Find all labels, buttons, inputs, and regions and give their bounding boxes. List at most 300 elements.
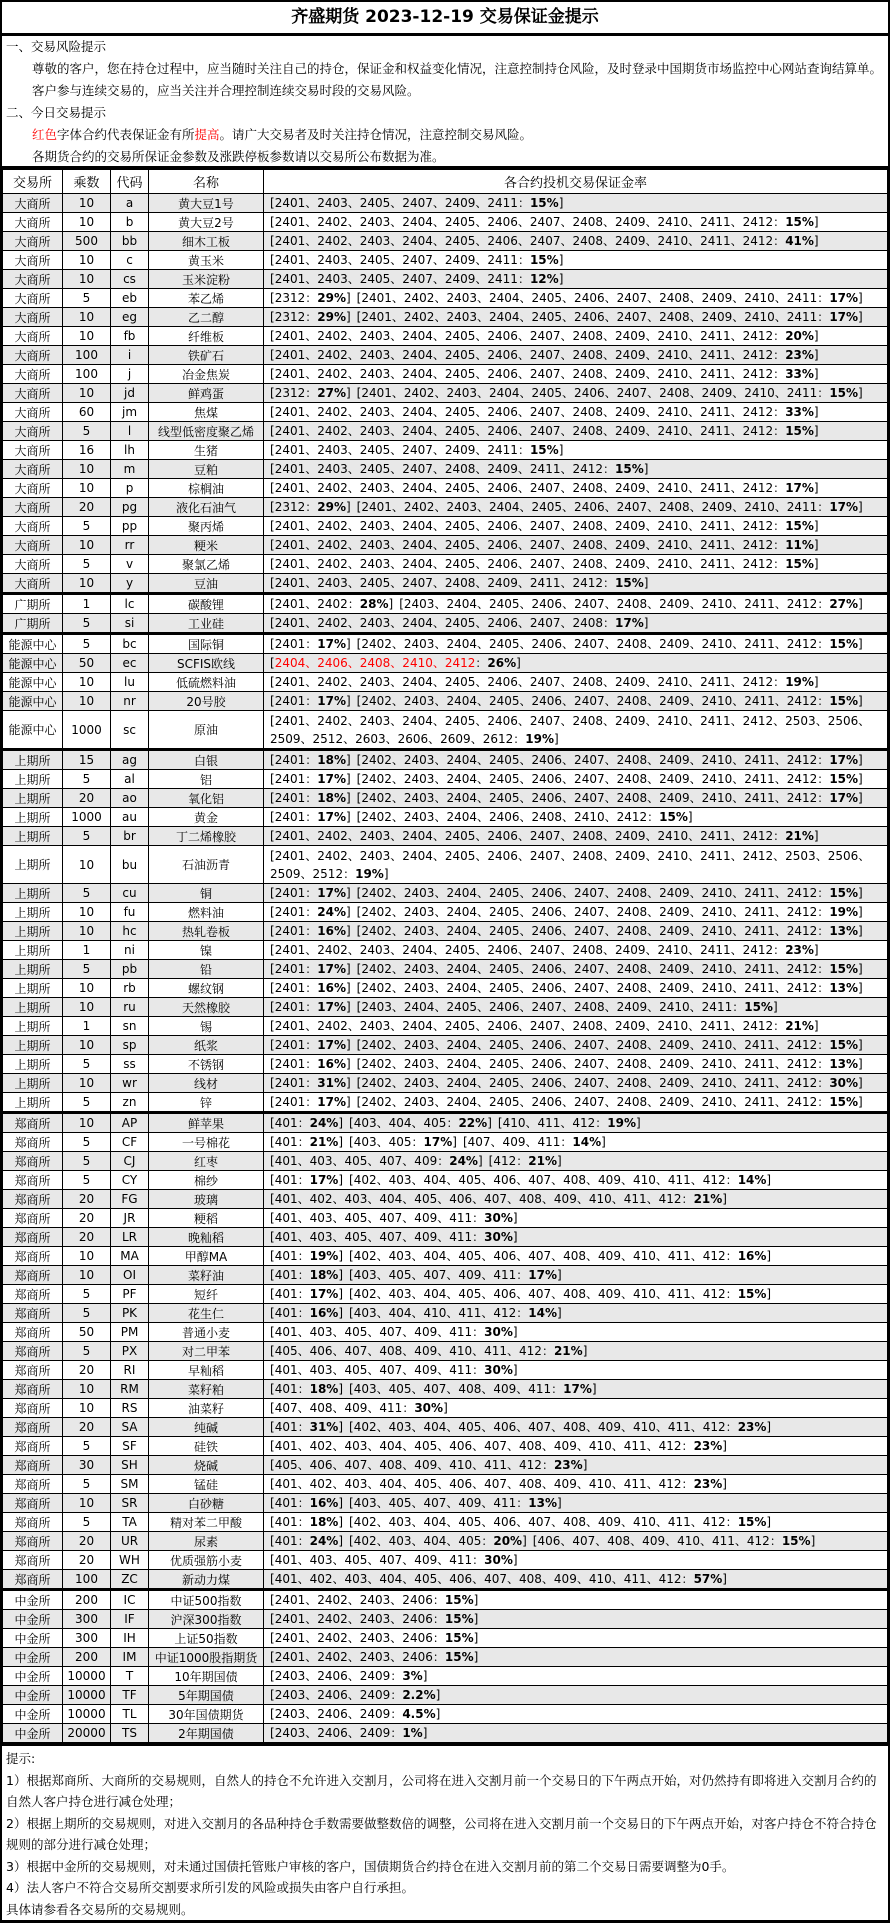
contract-months: 2401、2402、2403、2406 <box>274 1631 433 1645</box>
table-row <box>3 1667 888 1686</box>
contract-months: 2401 <box>274 981 306 995</box>
margin-rate: 13% <box>829 1057 859 1071</box>
cell-margin-rate <box>264 614 888 634</box>
margin-segment: [401、403、405、407、409、411：30%] <box>270 1211 518 1225</box>
cell-margin-rate <box>264 1648 888 1667</box>
cell-exchange: 郑商所 <box>3 1266 63 1285</box>
contract-months: 2403、2404、2405、2406、2407、2408、2409、2410、2411、2412 <box>403 597 818 611</box>
cell-code: sp <box>111 1036 149 1055</box>
contract-months: 2402、2403、2404、2405、2406、2407、2408、2409、2410、2411、2412 <box>361 1038 818 1052</box>
table-row <box>3 1437 888 1456</box>
cell-exchange: 上期所 <box>3 941 63 960</box>
table-row <box>3 270 888 289</box>
table-row <box>3 998 888 1017</box>
cell-exchange: 上期所 <box>3 1017 63 1036</box>
table-row <box>3 846 888 884</box>
margin-rate: 15% <box>829 1038 859 1052</box>
cell-margin-rate <box>264 1113 888 1133</box>
margin-segment: [2402、2403、2404、2405、2406、2407、2408、2409、2410、2411、2412：15%] <box>356 694 863 708</box>
cell-margin-rate <box>264 251 888 270</box>
margin-segment: [2401：17%] <box>270 1038 351 1052</box>
cell-margin-rate <box>264 1266 888 1285</box>
margin-segment: [401：24%] <box>270 1116 344 1130</box>
cell-multiplier: 10 <box>63 479 111 498</box>
cell-margin-rate <box>264 1399 888 1418</box>
cell-code: cs <box>111 270 149 289</box>
contract-months: 2401、2402、2403、2404、2405、2406、2407、2408、2409、2410、2411、2412 <box>274 234 774 248</box>
table-row <box>3 614 888 634</box>
cell-name: 鲜鸡蛋 <box>149 384 264 403</box>
margin-rate: 15% <box>444 1612 474 1626</box>
cell-exchange: 大商所 <box>3 441 63 460</box>
risk-paragraph: 尊敬的客户，您在持仓过程中，应当随时关注自己的持仓，保证金和权益变化情况，注意控制持仓风险，及时登录中国期货市场监控中心网站查询结算单。客户参与连续交易的，应当关注并合理控制连续交易时段的交易风险。 <box>32 61 883 98</box>
table-row <box>3 1055 888 1074</box>
contract-months: 2312 <box>274 291 306 305</box>
cell-multiplier: 50 <box>63 1323 111 1342</box>
margin-rate: 17% <box>309 1173 339 1187</box>
table-row <box>3 1551 888 1570</box>
cell-name: 中证1000股指期货 <box>149 1648 264 1667</box>
cell-margin-rate <box>264 1437 888 1456</box>
cell-multiplier: 10 <box>63 536 111 555</box>
table-row <box>3 384 888 403</box>
table-row <box>3 232 888 251</box>
contract-months: 2401 <box>274 1038 306 1052</box>
margin-segment: [2403、2406、2409：1%] <box>270 1726 428 1740</box>
margin-segment: [2402、2403、2404、2405、2406、2407、2408、2409、2410、2411、2412：17%] <box>356 753 863 767</box>
contract-months: 2402、2403、2404、2405、2406、2407、2408、2409、2410、2411、2412 <box>361 772 818 786</box>
margin-rate: 13% <box>829 981 859 995</box>
cell-exchange: 大商所 <box>3 403 63 422</box>
cell-margin-rate <box>264 1513 888 1532</box>
margin-segment: [2401、2402、2403、2404、2405、2406、2407、2408、2409、2410、2411、2412：20%] <box>270 329 819 343</box>
margin-segment: [2401、2402、2403、2406：15%] <box>270 1631 479 1645</box>
cell-margin-rate <box>264 979 888 998</box>
cell-multiplier: 5 <box>63 1055 111 1074</box>
contract-months: 401、402、403、404、405、406、407、408、409、410、411、412 <box>274 1439 682 1453</box>
cell-code: IF <box>111 1610 149 1629</box>
raised-word: 提高 <box>194 127 220 142</box>
cell-name: 上证50指数 <box>149 1629 264 1648</box>
cell-multiplier: 5 <box>63 1304 111 1323</box>
cell-code: ao <box>111 789 149 808</box>
margin-rate: 24% <box>309 1534 339 1548</box>
cell-multiplier: 20 <box>63 1532 111 1551</box>
cell-margin-rate <box>264 1570 888 1590</box>
cell-name: 沪深300指数 <box>149 1610 264 1629</box>
footer-heading: 提示: <box>6 1751 36 1766</box>
contract-months: 410、411、412 <box>502 1116 596 1130</box>
cell-exchange: 上期所 <box>3 808 63 827</box>
contract-months: 2401、2403、2405、2407、2409、2411 <box>274 253 518 267</box>
table-row <box>3 251 888 270</box>
contract-months: 2402、2403、2404、2405、2406、2407、2408、2409、2410、2411、2412 <box>361 962 818 976</box>
margin-rate: 21% <box>693 1192 723 1206</box>
contract-months: 2401、2403、2405、2407、2409、2411 <box>274 272 518 286</box>
cell-multiplier: 1000 <box>63 808 111 827</box>
cell-name: 30年国债期货 <box>149 1705 264 1724</box>
cell-code: bu <box>111 846 149 884</box>
cell-exchange: 大商所 <box>3 232 63 251</box>
contract-months: 2401、2402、2403、2404、2405、2406、2407、2408、2409、2410、2411 <box>361 386 818 400</box>
table-row <box>3 1209 888 1228</box>
margin-segment: [401、403、405、407、409、411：30%] <box>270 1363 518 1377</box>
margin-rate: 29% <box>317 310 346 324</box>
cell-name: 尿素 <box>149 1532 264 1551</box>
cell-margin-rate <box>264 846 888 884</box>
cell-code: cu <box>111 884 149 903</box>
margin-segment: [2401、2402、2403、2404、2405、2406、2407、2408、2409、2410、2411、2412：41%] <box>270 234 819 248</box>
cell-multiplier: 10 <box>63 692 111 711</box>
margin-segment: [2401、2402、2403、2404、2405、2406、2407、2408、2409、2410、2411、2412：21%] <box>270 829 819 843</box>
cell-margin-rate <box>264 1590 888 1610</box>
table-row <box>3 1228 888 1247</box>
margin-rate: 15% <box>529 253 559 267</box>
contract-months: 2401、2402、2403、2404、2405、2406、2407、2408、2409、2410、2411、2412 <box>274 829 774 843</box>
margin-rate: 17% <box>563 1382 592 1396</box>
contract-months: 401 <box>274 1306 298 1320</box>
cell-margin-rate <box>264 998 888 1017</box>
margin-rate: 17% <box>785 481 814 495</box>
cell-margin-rate <box>264 1171 888 1190</box>
cell-code: j <box>111 365 149 384</box>
cell-name: 20号胶 <box>149 692 264 711</box>
margin-rate: 21% <box>785 829 814 843</box>
margin-segment: [403、405、407、409、411：17%] <box>349 1268 562 1282</box>
margin-segment: [407、409、411：14%] <box>462 1135 606 1149</box>
table-row <box>3 1266 888 1285</box>
margin-rate: 23% <box>737 1420 767 1434</box>
table-row <box>3 1093 888 1113</box>
margin-rate: 30% <box>829 1076 859 1090</box>
cell-code: SR <box>111 1494 149 1513</box>
cell-exchange: 大商所 <box>3 555 63 574</box>
contract-months: 2401、2402、2403、2404、2405、2406、2407、2408、2409、2410、2411、2412 <box>274 424 774 438</box>
margin-rate: 17% <box>829 753 859 767</box>
margin-rate: 23% <box>693 1439 723 1453</box>
cell-code: y <box>111 574 149 594</box>
cell-exchange: 郑商所 <box>3 1228 63 1247</box>
cell-name: 烧碱 <box>149 1456 264 1475</box>
margin-segment: [2401、2402、2403、2404、2405、2406、2407、2408、2409、2410、2411、2412：21%] <box>270 1019 819 1033</box>
contract-months: 2402、2403、2404、2405、2406、2407、2408、2409、2410、2411、2412 <box>361 886 818 900</box>
margin-segment: [2401：18%] <box>270 791 351 805</box>
margin-segment: [2401：16%] <box>270 924 351 938</box>
table-row <box>3 517 888 536</box>
cell-multiplier: 5 <box>63 1342 111 1361</box>
cell-margin-rate <box>264 1342 888 1361</box>
contract-months: 2402、2403、2404、2405、2406、2407、2408、2409、2410、2411、2412 <box>361 694 818 708</box>
cell-margin-rate <box>264 1190 888 1209</box>
cell-multiplier: 1 <box>63 941 111 960</box>
cell-exchange: 大商所 <box>3 327 63 346</box>
margin-rate: 17% <box>528 1268 557 1282</box>
margin-rate: 2.2% <box>402 1688 436 1702</box>
cell-exchange: 郑商所 <box>3 1437 63 1456</box>
cell-margin-rate <box>264 384 888 403</box>
cell-name: 燃料油 <box>149 903 264 922</box>
contract-months: 2312 <box>274 386 306 400</box>
table-row <box>3 498 888 517</box>
cell-name: 苯乙烯 <box>149 289 264 308</box>
margin-rate: 17% <box>317 1095 346 1109</box>
cell-code: JR <box>111 1209 149 1228</box>
cell-margin-rate <box>264 1152 888 1171</box>
exchange-data-note: 各期货合约的交易所保证金参数及涨跌停板参数请以交易所公布数据为准。 <box>32 149 445 164</box>
cell-code: wr <box>111 1074 149 1093</box>
cell-code: sn <box>111 1017 149 1036</box>
cell-margin-rate <box>264 1667 888 1686</box>
cell-multiplier: 10 <box>63 846 111 884</box>
margin-rate: 27% <box>829 597 859 611</box>
cell-margin-rate <box>264 1705 888 1724</box>
margin-segment: [2401、2402、2403、2406：15%] <box>270 1593 479 1607</box>
cell-name: 工业硅 <box>149 614 264 634</box>
cell-exchange: 郑商所 <box>3 1513 63 1532</box>
contract-months: 402、403、404、405、406、407、408、409、410、411、412 <box>353 1515 726 1529</box>
margin-rate: 57% <box>693 1572 723 1586</box>
cell-multiplier: 10 <box>63 1266 111 1285</box>
cell-name: 粳稻 <box>149 1209 264 1228</box>
margin-rate: 29% <box>317 500 346 514</box>
cell-exchange: 上期所 <box>3 770 63 789</box>
cell-exchange: 大商所 <box>3 460 63 479</box>
contract-months: 401、403、405、407、409、411 <box>274 1553 473 1567</box>
table-row <box>3 1285 888 1304</box>
cell-code: PF <box>111 1285 149 1304</box>
cell-margin-rate <box>264 460 888 479</box>
cell-name: 聚氯乙烯 <box>149 555 264 574</box>
margin-rate: 16% <box>317 981 346 995</box>
cell-code: CY <box>111 1171 149 1190</box>
contract-months: 2402、2403、2404、2405、2406、2407、2408、2409、2410、2411、2412 <box>361 981 818 995</box>
contract-months: 412 <box>493 1154 517 1168</box>
cell-exchange: 郑商所 <box>3 1209 63 1228</box>
cell-code: v <box>111 555 149 574</box>
margin-segment: [2401、2403、2405、2407、2409、2411：15%] <box>270 443 564 457</box>
cell-code: IM <box>111 1648 149 1667</box>
cell-exchange: 郑商所 <box>3 1456 63 1475</box>
cell-exchange: 大商所 <box>3 289 63 308</box>
table-row <box>3 1418 888 1437</box>
margin-segment: [2401：31%] <box>270 1076 351 1090</box>
cell-name: 不锈钢 <box>149 1055 264 1074</box>
table-row <box>3 346 888 365</box>
margin-segment: [2401、2403、2405、2407、2408、2409、2411、2412：15%] <box>270 576 649 590</box>
cell-exchange: 上期所 <box>3 750 63 770</box>
cell-code: SH <box>111 1456 149 1475</box>
contract-months: 401、403、405、407、409、411 <box>274 1230 473 1244</box>
cell-name: 菜籽粕 <box>149 1380 264 1399</box>
cell-name: 碳酸锂 <box>149 594 264 614</box>
contract-months: 403、405 <box>353 1135 412 1149</box>
contract-months: 407、408、409、411 <box>274 1401 403 1415</box>
red-word: 红色 <box>32 127 58 142</box>
cell-code: i <box>111 346 149 365</box>
margin-segment: [2403、2404、2405、2406、2407、2408、2409、2410、2411、2412：27%] <box>399 597 863 611</box>
margin-segment: [2401、2402、2403、2404、2405、2406、2407、2408、2409、2410、2411、2412：15%] <box>270 424 819 438</box>
cell-multiplier: 10 <box>63 308 111 327</box>
margin-segment: [2401：17%] <box>270 886 351 900</box>
contract-months: 2401、2402、2403、2404、2405、2406、2407、2408、2409、2410、2411、2412、2503、2506、2509、2512 <box>270 848 871 881</box>
cell-name: 铝 <box>149 770 264 789</box>
cell-name: 焦煤 <box>149 403 264 422</box>
cell-multiplier: 10000 <box>63 1667 111 1686</box>
cell-code: FG <box>111 1190 149 1209</box>
cell-code: TL <box>111 1705 149 1724</box>
contract-months: 2401 <box>274 1057 306 1071</box>
cell-code: RM <box>111 1380 149 1399</box>
contract-months: 401 <box>274 1420 298 1434</box>
contract-months: 2401、2402、2403、2404、2405、2406、2407、2408、2409、2410、2411 <box>361 500 818 514</box>
margin-rate: 17% <box>317 637 346 651</box>
contract-months: 402、403、404、405、406、407、408、409、410、411、412 <box>353 1249 726 1263</box>
margin-rate: 17% <box>829 500 859 514</box>
margin-rate: 30% <box>484 1363 513 1377</box>
margin-segment: [2401、2402、2403、2404、2405、2406、2407、2408、2409、2410、2411、2412：19%] <box>270 675 819 689</box>
table-row <box>3 1475 888 1494</box>
cell-exchange: 郑商所 <box>3 1190 63 1209</box>
margin-segment: [2402、2403、2404、2405、2406、2407、2408、2409、2410、2411、2412：19%] <box>356 905 863 919</box>
table-row <box>3 403 888 422</box>
margin-rate: 30% <box>484 1230 513 1244</box>
margin-rate: 14% <box>737 1173 767 1187</box>
cell-multiplier: 500 <box>63 232 111 251</box>
margin-segment: [2401、2402、2403、2406：15%] <box>270 1612 479 1626</box>
cell-exchange: 广期所 <box>3 614 63 634</box>
margin-segment: [2401：18%] <box>270 753 351 767</box>
cell-name: 普通小麦 <box>149 1323 264 1342</box>
table-row <box>3 750 888 770</box>
table-row <box>3 654 888 673</box>
contract-months: 401、403、405、407、409、411 <box>274 1211 473 1225</box>
cell-code: SM <box>111 1475 149 1494</box>
cell-multiplier: 5 <box>63 770 111 789</box>
margin-segment: [2401、2403、2405、2407、2409、2411：15%] <box>270 196 564 210</box>
contract-months: 401、403、405、407、409、411 <box>274 1325 473 1339</box>
cell-exchange: 中金所 <box>3 1667 63 1686</box>
cell-code: ZC <box>111 1570 149 1590</box>
margin-segment: [402、403、404、405、406、407、408、409、410、411、412：16%] <box>349 1249 772 1263</box>
cell-exchange: 能源中心 <box>3 634 63 654</box>
table-row <box>3 884 888 903</box>
margin-rate: 15% <box>785 215 814 229</box>
margin-segment: [2402、2403、2404、2405、2406、2407、2408、2409、2410、2411、2412：15%] <box>356 1038 863 1052</box>
margin-segment: [2401：17%] <box>270 772 351 786</box>
table-row <box>3 194 888 213</box>
cell-exchange: 郑商所 <box>3 1285 63 1304</box>
cell-name: 硅铁 <box>149 1437 264 1456</box>
contract-months: 402、403、404、405 <box>353 1534 482 1548</box>
margin-rate: 21% <box>785 1019 814 1033</box>
margin-rate: 15% <box>444 1650 474 1664</box>
cell-margin-rate <box>264 422 888 441</box>
table-row <box>3 1113 888 1133</box>
contract-months: 2401 <box>274 694 306 708</box>
contract-months: 401、403、405、407、409、411 <box>274 1363 473 1377</box>
cell-multiplier: 5 <box>63 1171 111 1190</box>
margin-rate: 15% <box>829 772 859 786</box>
table-row <box>3 289 888 308</box>
margin-rate: 26% <box>487 656 517 670</box>
cell-multiplier: 10 <box>63 194 111 213</box>
footer-tip-2: 2）根据上期所的交易规则，对进入交割月的各品种持仓手数需要做整数倍的调整，公司将在进入交割月前一个交易日的下午两点开始，对客户持仓不符合持仓规则的部分进行减仓处理； <box>6 1815 877 1852</box>
margin-rate: 19% <box>355 866 384 881</box>
cell-multiplier: 5 <box>63 614 111 634</box>
margin-rate: 22% <box>458 1116 488 1130</box>
margin-segment: [2401：17%] <box>270 1000 351 1014</box>
cell-code: zn <box>111 1093 149 1113</box>
cell-code: OI <box>111 1266 149 1285</box>
cell-name: 纤维板 <box>149 327 264 346</box>
table-row <box>3 479 888 498</box>
table-row <box>3 634 888 654</box>
margin-rate: 16% <box>317 1057 346 1071</box>
cell-exchange: 郑商所 <box>3 1361 63 1380</box>
table-row <box>3 1342 888 1361</box>
cell-exchange: 郑商所 <box>3 1570 63 1590</box>
cell-name: 早籼稻 <box>149 1361 264 1380</box>
cell-exchange: 大商所 <box>3 536 63 555</box>
cell-multiplier: 20000 <box>63 1724 111 1743</box>
contract-months: 2403、2406、2409 <box>274 1688 391 1702</box>
margin-rate: 15% <box>785 557 814 571</box>
table-row <box>3 1456 888 1475</box>
cell-name: 晚籼稻 <box>149 1228 264 1247</box>
margin-segment: [401：16%] <box>270 1496 344 1510</box>
cell-multiplier: 30 <box>63 1456 111 1475</box>
margin-segment: [2402、2403、2404、2405、2406、2407、2408、2409、2410、2411、2412：15%] <box>356 772 863 786</box>
table-row <box>3 536 888 555</box>
cell-exchange: 上期所 <box>3 903 63 922</box>
cell-exchange: 大商所 <box>3 422 63 441</box>
margin-rate: 15% <box>785 519 814 533</box>
margin-segment: [402、403、404、405、406、407、408、409、410、411、412：15%] <box>349 1287 772 1301</box>
cell-multiplier: 20 <box>63 1551 111 1570</box>
table-row <box>3 555 888 574</box>
cell-exchange: 中金所 <box>3 1629 63 1648</box>
cell-exchange: 郑商所 <box>3 1323 63 1342</box>
cell-exchange: 上期所 <box>3 1074 63 1093</box>
cell-margin-rate <box>264 711 888 750</box>
margin-segment: [401：18%] <box>270 1515 344 1529</box>
cell-name: 生猪 <box>149 441 264 460</box>
margin-segment: [2401、2402：28%] <box>270 597 394 611</box>
cell-multiplier: 10 <box>63 673 111 692</box>
margin-rate: 16% <box>737 1249 767 1263</box>
margin-segment: [2401：16%] <box>270 981 351 995</box>
margin-rate: 30% <box>484 1553 513 1567</box>
margin-segment: [2401、2402、2403、2404、2405、2406、2407、2408、2409、2410、2411、2412：11%] <box>270 538 819 552</box>
cell-name: 棉纱 <box>149 1171 264 1190</box>
cell-name: 线材 <box>149 1074 264 1093</box>
cell-name: 玻璃 <box>149 1190 264 1209</box>
cell-multiplier: 5 <box>63 884 111 903</box>
cell-margin-rate <box>264 1323 888 1342</box>
margin-segment: [2402、2403、2404、2405、2406、2407、2408、2409、2410、2411、2412：13%] <box>356 981 863 995</box>
cell-name: 黄金 <box>149 808 264 827</box>
margin-segment: [401、402、403、404、405、406、407、408、409、410、411、412：23%] <box>270 1477 727 1491</box>
cell-margin-rate <box>264 770 888 789</box>
margin-rate: 23% <box>693 1477 723 1491</box>
margin-segment: [2401、2402、2403、2404、2405、2406、2407、2408、2409、2410、2411、2412：23%] <box>270 943 819 957</box>
contract-months: 401、402、403、404、405、406、407、408、409、410、411、412 <box>274 1572 682 1586</box>
note-text-tail: 。请广大交易者及时关注持仓情况，注意控制交易风险。 <box>219 127 533 142</box>
cell-multiplier: 5 <box>63 1093 111 1113</box>
contract-months: 2403、2406、2409 <box>274 1669 391 1683</box>
contract-months: 2401、2402、2403、2404、2405、2406、2407、2408、2409、2410、2411、2412 <box>274 367 774 381</box>
cell-multiplier: 10 <box>63 1036 111 1055</box>
